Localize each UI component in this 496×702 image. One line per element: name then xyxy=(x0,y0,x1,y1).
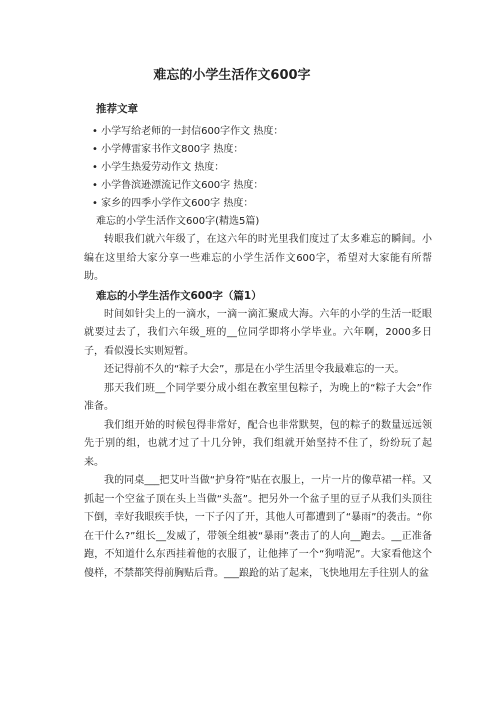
recommend-heading: 推荐文章 xyxy=(96,103,138,115)
body-paragraph: 还记得前不久的“粽子大会”，那是在小学生活里令我最难忘的一天。 xyxy=(104,364,405,375)
recommend-item[interactable]: • 小学傅雷家书作文800字 热度： xyxy=(92,141,432,159)
body-paragraph: 我们组开始的时候包得非常好，配合也非常默契，包的粽子的数量远远领先于别的组，也就才过了十几分钟，我们组就开始坚持不住了，纷纷玩了起来。 xyxy=(84,419,432,468)
article-subtitle: 难忘的小学生活作文600字(精选5篇) xyxy=(96,216,260,227)
intro-paragraph: 转眼我们就六年级了，在这六年的时光里我们度过了太多难忘的瞬间。小编在这里给大家分享一些难忘的小学生活作文600字，希望对大家能有所帮助。 xyxy=(84,234,432,282)
page-title: 难忘的小学生活作文600字 xyxy=(153,68,311,83)
body-paragraph: 那天我们班__个同学要分成小组在教室里包粽子，为晚上的“粽子大会”作准备。 xyxy=(84,382,432,412)
section-heading: 难忘的小学生活作文600字（篇1） xyxy=(96,289,262,302)
body-paragraph: 我的同桌___把艾叶当做“护身符”贴在衣服上，一片一片的像草裙一样。又抓起一个空盆子顶在头上当做“头盔”。把另外一个盆子里的豆子从我们头顶往下倒，幸好我眼疾手快，一下子闪了开，其他人可都遭到了“暴雨”的袭击。“你在干什么?”组长__发威了，带领全组被“暴雨”袭击了的人向__跑去。__正准备跑，不知道什么东西挂着他的衣服了，让他摔了一个“狗啃泥”。大家看他这个傻样，不禁都笑得前胸贴后背。___踉跄的站了起来，飞快地用左手往别人的盆 xyxy=(84,475,432,579)
recommend-item[interactable]: • 小学鲁滨逊漂流记作文600字 热度： xyxy=(92,177,432,195)
body-paragraph: 时间如针尖上的一滴水，一滴一滴汇聚成大海。六年的小学的生活一眨眼就要过去了，我们六年级_班的__位同学即将小学毕业。六年啊，2000多日子，看似漫长实则短暂。 xyxy=(84,308,432,357)
recommend-item[interactable]: • 小学写给老师的一封信600字作文 热度： xyxy=(92,123,432,141)
recommend-item[interactable]: • 家乡的四季小学作文600字 热度： xyxy=(92,195,432,213)
recommend-list xyxy=(96,123,432,213)
recommend-item[interactable]: • 小学生热爱劳动作文 热度： xyxy=(92,159,432,177)
